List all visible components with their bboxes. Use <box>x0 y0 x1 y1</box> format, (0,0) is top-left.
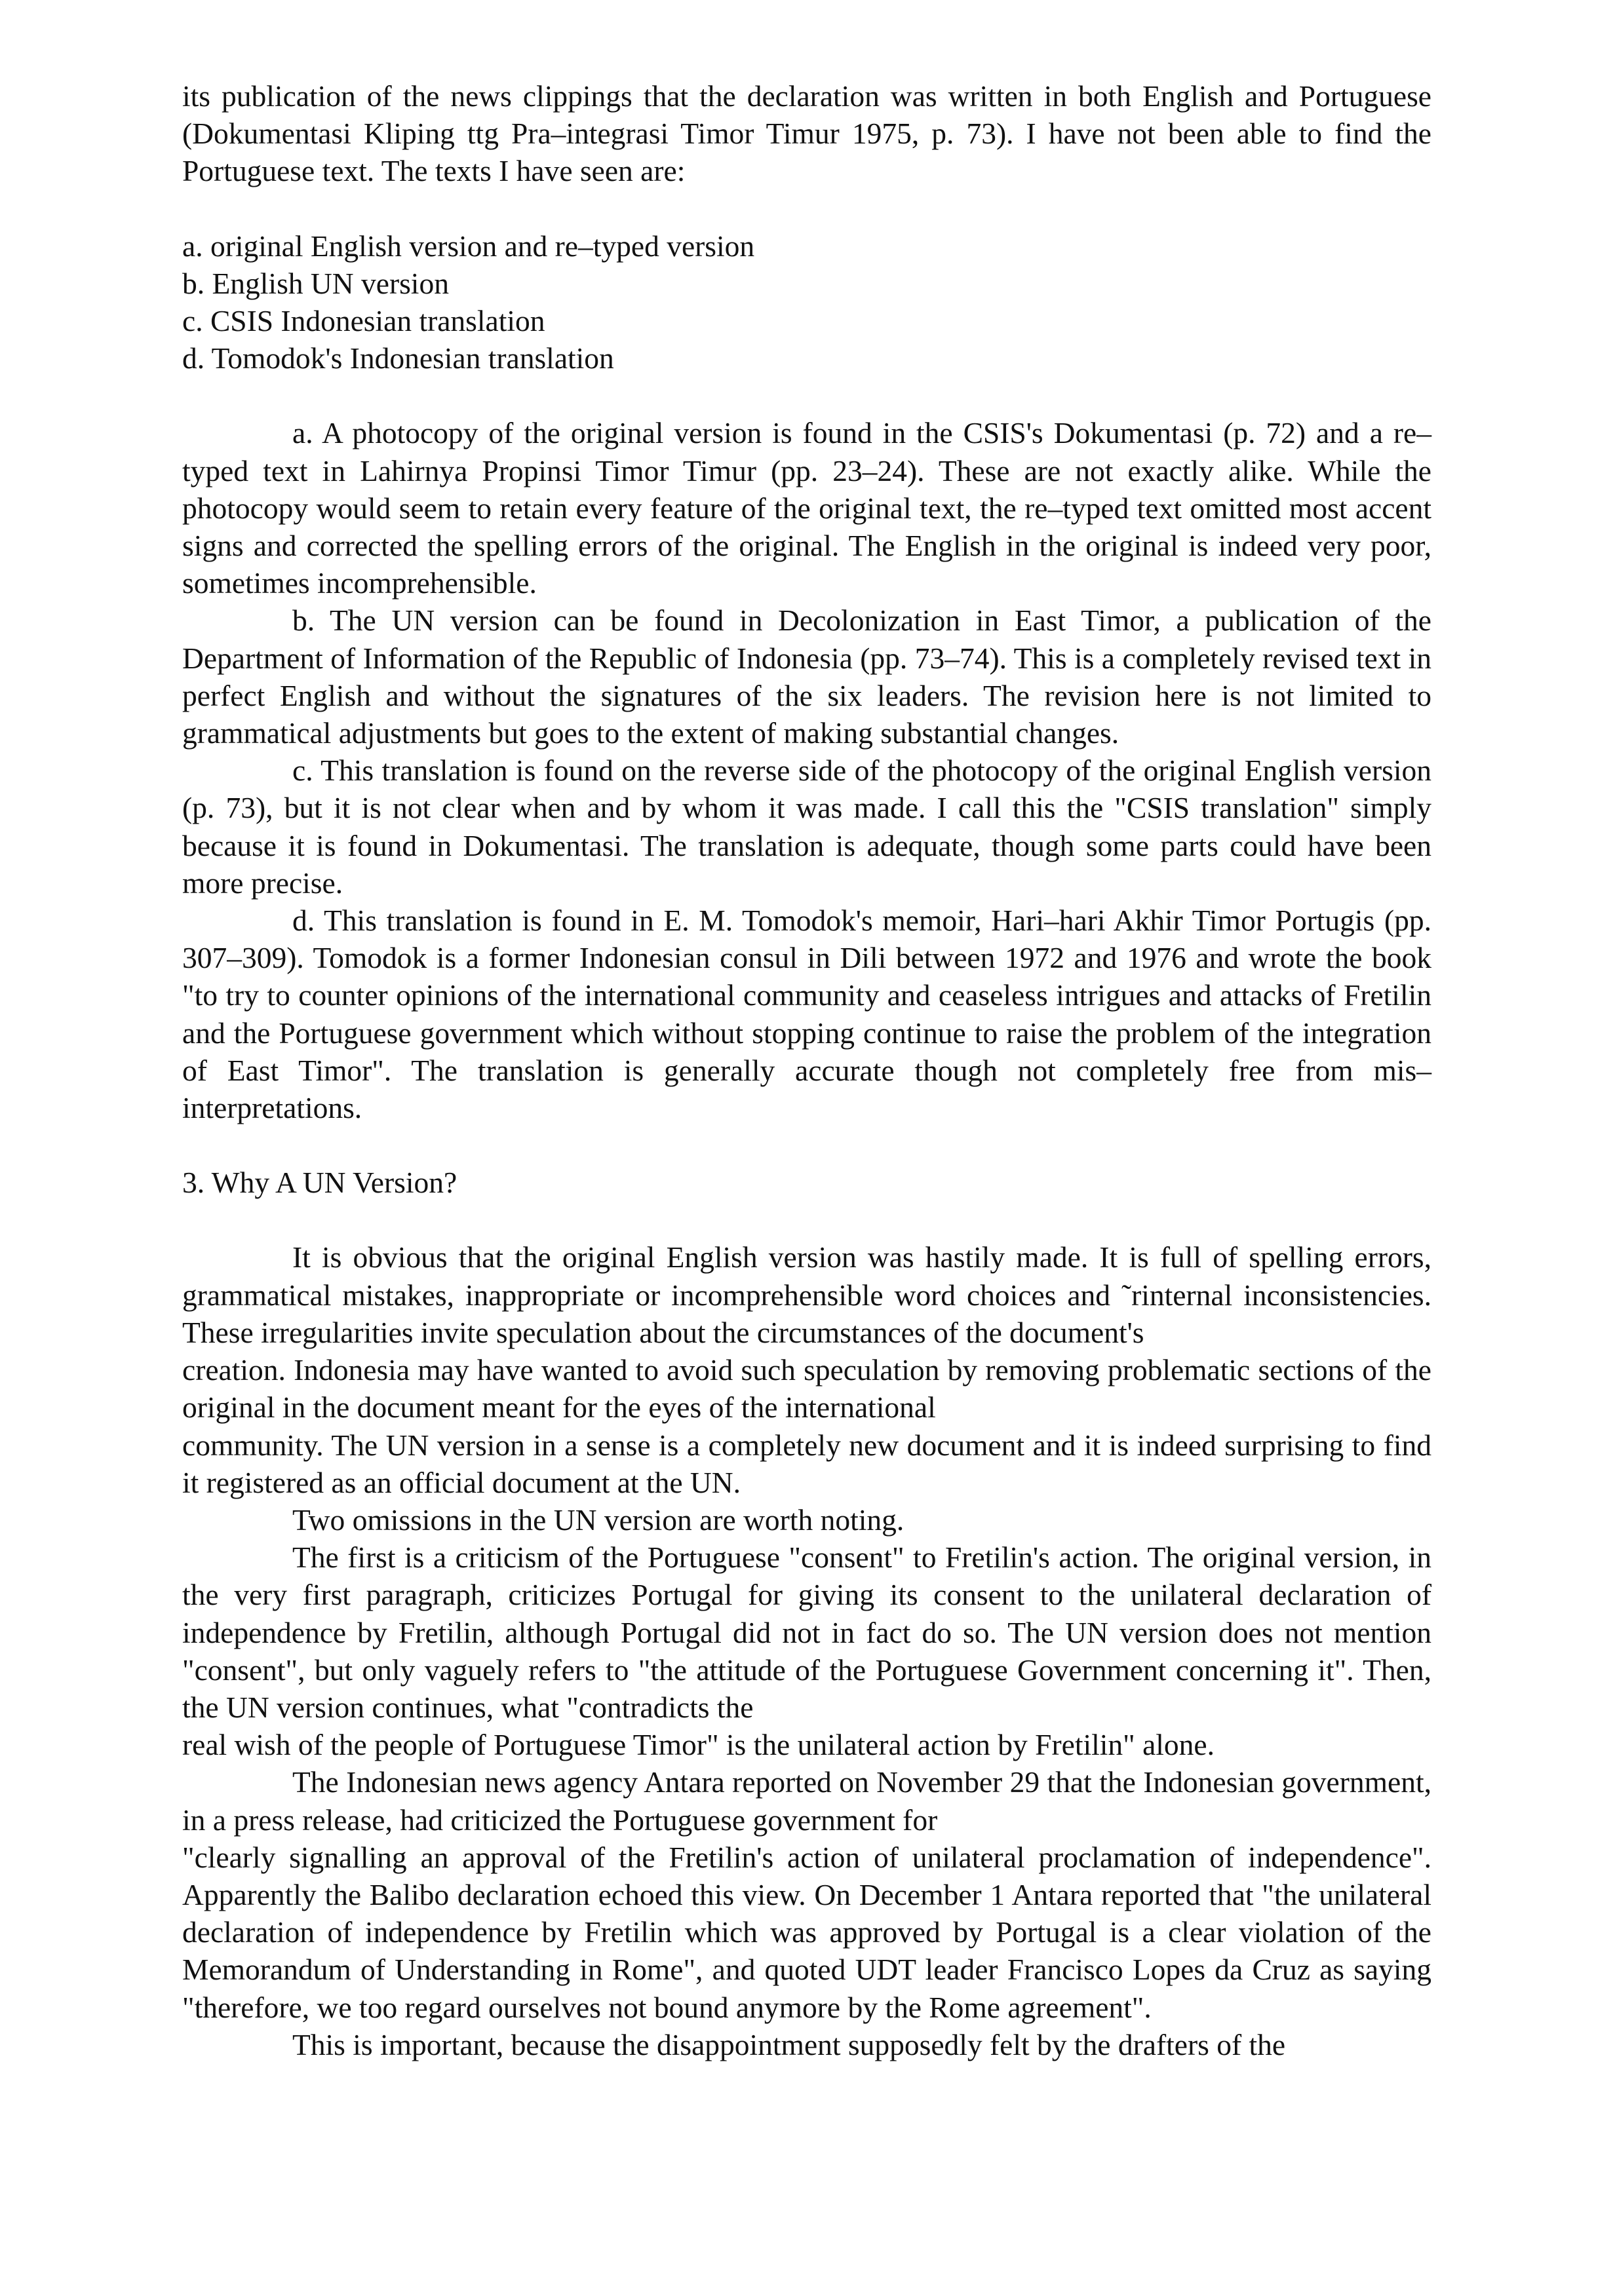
section-paragraph-6: real wish of the people of Portuguese Timor" is the unilateral action by Fretilin" alone. <box>182 1728 1215 1762</box>
section-paragraph-1: It is obvious that the original English version was hastily made. It is full of spelling errors, grammatical mistakes, inappropriate or incomprehensible word choices and ˜rinternal inconsistencies. These irregularities invite speculation about the circumstances of the document's <box>182 1240 1431 1349</box>
spacer <box>182 377 1431 414</box>
description-b: b. The UN version can be found in Decolonization in East Timor, a publication of the Department of Information of the Republic of Indonesia (pp. 73–74). This is a completely revised text in perfect English and without the signatures of the six leaders. The revision here is not limited to grammatical adjustments but goes to the extent of making substantial changes. <box>182 603 1431 750</box>
intro-paragraph: its publication of the news clippings that the declaration was written in both English and Portuguese (Dokumentasi Kliping ttg Pra–integrasi Timor Timur 1975, p. 73). I have not been able to find the Portuguese text. The texts I have seen are: <box>182 79 1431 188</box>
description-c: c. This translation is found on the reverse side of the photocopy of the original English version (p. 73), but it is not clear when and by whom it was made. I call this the "CSIS translation" simply because it is found in Dokumentasi. The translation is adequate, though some parts could have been more precise. <box>182 754 1431 900</box>
list-item-a: a. original English version and re–typed version <box>182 229 755 263</box>
list-item-b: b. English UN version <box>182 266 449 300</box>
description-d: d. This translation is found in E. M. Tomodok's memoir, Hari–hari Akhir Timor Portugis (pp. 307–309). Tomodok is a former Indonesian consul in Dili between 1972 and 1976 and wrote the book "to try to counter opinions of the international community and ceaseless intrigues and attacks of Fretilin and the Portuguese government which without stopping continue to raise the problem of the integration of East Timor". The translation is generally accurate though not completely free from mis–interpretations. <box>182 904 1431 1125</box>
section-paragraph-2: creation. Indonesia may have wanted to avoid such speculation by removing problematic sections of the original in the document meant for the eyes of the international <box>182 1353 1431 1425</box>
section-heading: 3. Why A UN Version? <box>182 1166 457 1200</box>
section-paragraph-5: The first is a criticism of the Portuguese "consent" to Fretilin's action. The original version, in the very first paragraph, criticizes Portugal for giving its consent to the unilateral declaration of independence by Fretilin, although Portugal did not in fact do so. The UN version does not mention "consent", but only vaguely refers to "the attitude of the Portuguese Government concerning it". Then, the UN version continues, what "contradicts the <box>182 1540 1431 1724</box>
section-paragraph-3: community. The UN version in a sense is a completely new document and it is indeed surprising to find it registered as an official document at the UN. <box>182 1428 1431 1499</box>
section-paragraph-8: "clearly signalling an approval of the Fretilin's action of unilateral proclamation of independence". Apparently the Balibo declaration echoed this view. On December 1 Antara reported that "the unilateral declaration of independence by Fretilin which was approved by Portugal is a clear violation of the Memorandum of Understanding in Rome", and quoted UDT leader Francisco Lopes da Cruz as saying "therefore, we too regard ourselves not bound anymore by the Rome agreement". <box>182 1840 1431 2024</box>
description-a: a. A photocopy of the original version is found in the CSIS's Dokumentasi (p. 72) and a re–typed text in Lahirnya Propinsi Timor Timur (pp. 23–24). These are not exactly alike. While the photocopy would seem to retain every feature of the original text, the re–typed text omitted most accent signs and corrected the spelling errors of the original. The English in the original is indeed very poor, sometimes incomprehensible. <box>182 416 1431 600</box>
section-paragraph-7: The Indonesian news agency Antara reported on November 29 that the Indonesian government, in a press release, had criticized the Portuguese government for <box>182 1765 1431 1837</box>
list-item-c: c. CSIS Indonesian translation <box>182 304 545 338</box>
spacer <box>182 1126 1431 1164</box>
section-paragraph-4: Two omissions in the UN version are worth noting. <box>292 1502 905 1537</box>
spacer <box>182 1201 1431 1238</box>
section-paragraph-9: This is important, because the disappointment supposedly felt by the drafters of the <box>292 2027 1286 2061</box>
document-page <box>182 77 1431 2063</box>
spacer <box>182 190 1431 227</box>
list-item-d: d. Tomodok's Indonesian translation <box>182 341 614 375</box>
